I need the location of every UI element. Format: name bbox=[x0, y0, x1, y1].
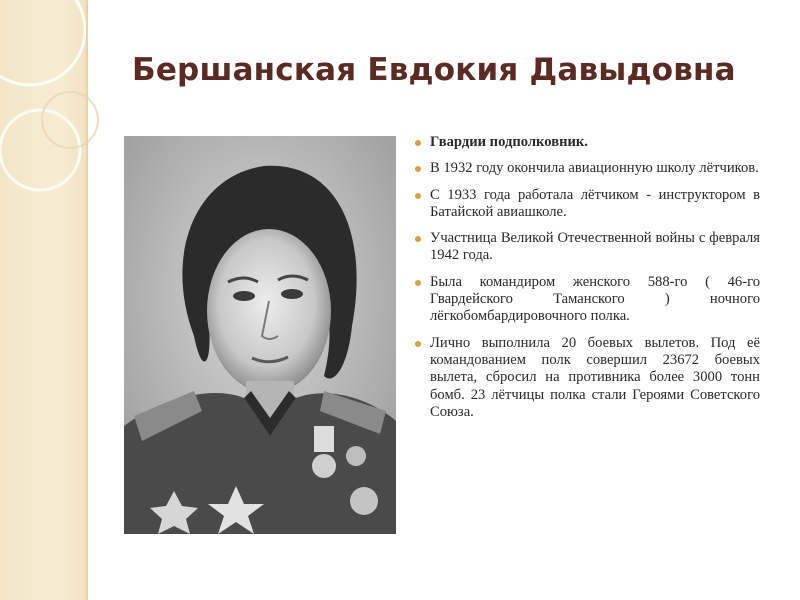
list-item: Была командиром женского 588-го ( 46-го Гвардейского Таманского ) ночного лёгкобомбардировочного полка. bbox=[412, 274, 760, 326]
bullet-list bbox=[412, 134, 760, 430]
bullet-marker bbox=[415, 166, 421, 172]
decorative-arcs bbox=[0, 0, 120, 200]
bullet-marker bbox=[415, 236, 421, 242]
slide-title: Бершанская Евдокия Давыдовна bbox=[132, 52, 736, 88]
list-item: Участница Великой Отечественной войны с февраля 1942 года. bbox=[412, 230, 760, 265]
list-item: В 1932 году окончила авиационную школу лётчиков. bbox=[412, 160, 760, 177]
list-item: Гвардии подполковник. bbox=[412, 134, 760, 151]
list-item: Лично выполнила 20 боевых вылетов. Под её командованием полк совершил 23672 боевых вылета, сбросил на противника более 3000 тонн бомб. 23 лётчицы полка стали Героями Советского Союза. bbox=[412, 335, 760, 421]
bullet-marker bbox=[415, 193, 421, 199]
band-divider bbox=[86, 0, 88, 600]
bullet-marker bbox=[415, 140, 421, 146]
bullet-marker bbox=[415, 341, 421, 347]
portrait-photo bbox=[124, 136, 396, 534]
list-item: С 1933 года работала лётчиком - инструктором в Батайской авиашколе. bbox=[412, 187, 760, 222]
bullet-marker bbox=[415, 280, 421, 286]
